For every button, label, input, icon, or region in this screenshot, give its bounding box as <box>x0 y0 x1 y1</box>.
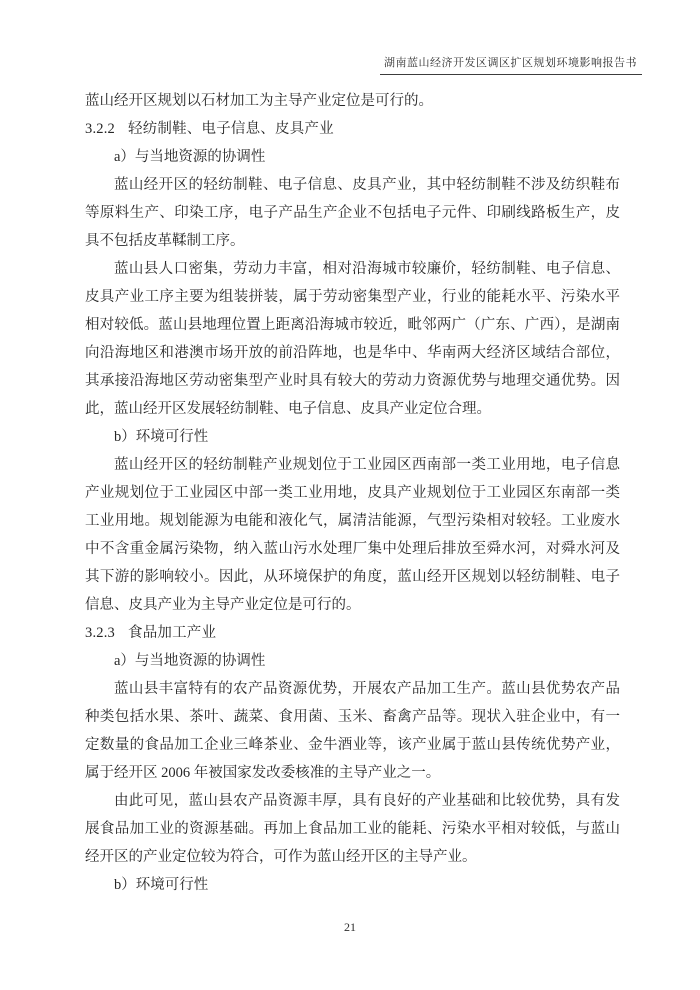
body-paragraph: 蓝山县人口密集，劳动力丰富，相对沿海城市较廉价，轻纺制鞋、电子信息、皮具产业工序主要为组装拼装，属于劳动密集型产业，行业的能耗水平、污染水平相对较低。蓝山县地理位置上距离沿海城市较近，毗邻两广（广东、广西），是湖南向沿海地区和港澳市场开放的前沿阵地，也是华中、华南两大经济区域结合部位，其承接沿海地区劳动密集型产业时具有较大的劳动力资源优势与地理交通优势。因此，蓝山经开区发展轻纺制鞋、电子信息、皮具产业定位合理。 <box>85 261 620 417</box>
body-paragraph: 蓝山经开区的轻纺制鞋产业规划位于工业园区西南部一类工业用地，电子信息产业规划位于工业园区中部一类工业用地，皮具产业规划位于工业园区东南部一类工业用地。规划能源为电能和液化气，属清洁能源，气型污染相对较轻。工业废水中不含重金属污染物，纳入蓝山污水处理厂集中处理后排放至舜水河，对舜水河及其下游的影响较小。因此，从环境保护的角度，蓝山经开区规划以轻纺制鞋、电子信息、皮具产业为主导产业定位是可行的。 <box>85 457 620 613</box>
page-number: 21 <box>344 920 356 934</box>
section-heading-322 <box>85 115 620 143</box>
section-number: 3.2.2 <box>85 121 115 137</box>
subsection-label-a: a）与当地资源的协调性 <box>114 653 266 669</box>
section-heading-323 <box>85 619 620 647</box>
subsection-label-b: b）环境可行性 <box>114 429 209 445</box>
section-title: 食品加工产业 <box>128 625 217 641</box>
body-paragraph: 蓝山经开区的轻纺制鞋、电子信息、皮具产业，其中轻纺制鞋不涉及纺织鞋布等原料生产、印染工序，电子产品生产企业不包括电子元件、印刷线路板生产，皮具不包括皮革鞣制工序。 <box>85 177 620 249</box>
page-body <box>85 87 620 899</box>
subsection-label-b: b）环境可行性 <box>114 877 209 893</box>
paragraph-continuation: 蓝山经开区规划以石材加工为主导产业定位是可行的。 <box>85 93 433 109</box>
running-header: 湖南蓝山经济开发区调区扩区规划环境影响报告书 <box>380 56 642 75</box>
subsection-label-a: a）与当地资源的协调性 <box>114 149 266 165</box>
section-title: 轻纺制鞋、电子信息、皮具产业 <box>128 121 334 137</box>
body-paragraph: 蓝山县丰富特有的农产品资源优势，开展农产品加工生产。蓝山县优势农产品种类包括水果、茶叶、蔬菜、食用菌、玉米、畜禽产品等。现状入驻企业中，有一定数量的食品加工企业三峰茶业、金牛酒业等，该产业属于蓝山县传统优势产业，属于经开区 2006 年被国家发改委核准的主导产业之一。 <box>85 681 620 781</box>
section-number: 3.2.3 <box>85 625 115 641</box>
body-paragraph: 由此可见，蓝山县农产品资源丰厚，具有良好的产业基础和比较优势，具有发展食品加工业的资源基础。再加上食品加工业的能耗、污染水平相对较低，与蓝山经开区的产业定位较为符合，可作为蓝山经开区的主导产业。 <box>85 793 620 865</box>
